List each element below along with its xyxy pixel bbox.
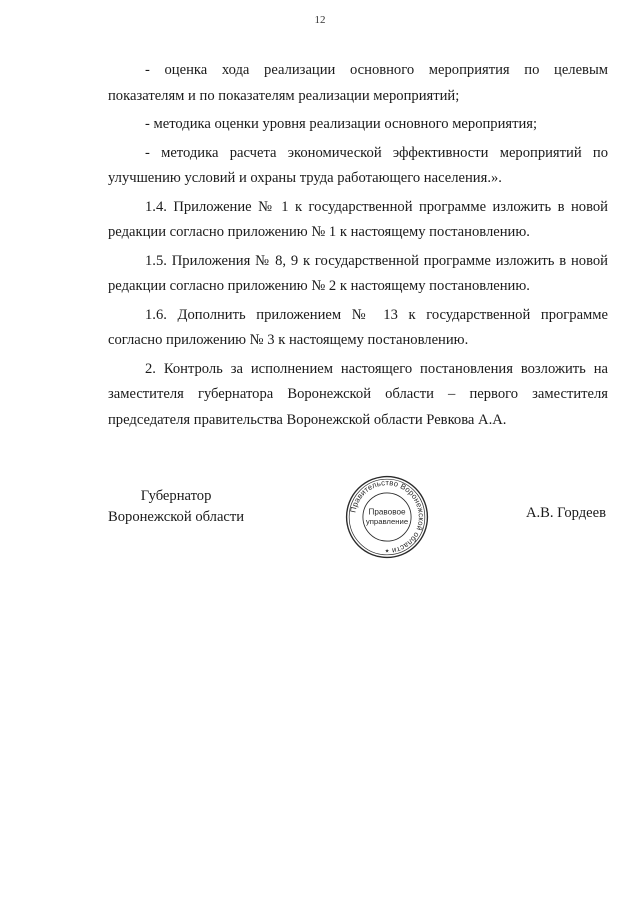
page-number: 12 (314, 14, 326, 26)
stamp-star-icon: ★ (384, 548, 390, 555)
paragraph-2: - методика оценки уровня реализации основного мероприятия; (145, 116, 538, 132)
signatory-position (108, 486, 244, 528)
signatory-name: А.В. Гордеев (525, 505, 606, 521)
paragraph-6: 1.6. Дополнить приложением № 13 к государственной программе согласно приложению № 3 к настоящему постановлению. (108, 306, 608, 348)
paragraph-7: 2. Контроль за исполнением настоящего постановления возложить на заместителя губернатора Воронежской области – первого заместителя председателя правительства Воронежской области Ревкова А.А. (108, 360, 608, 428)
stamp-inner-line1: Правовое (368, 507, 406, 517)
signatory-position-line2: Воронежской области (108, 509, 245, 525)
paragraph-1: - оценка хода реализации основного мероприятия по целевым показателям и по показателям реализации мероприятий; (108, 62, 608, 104)
document-body (108, 58, 608, 436)
paragraph-5: 1.5. Приложения № 8, 9 к государственной программе изложить в новой редакции согласно приложению № 2 к настоящему постановлению. (108, 252, 608, 294)
paragraph-4: 1.4. Приложение № 1 к государственной программе изложить в новой редакции согласно приложению № 1 к настоящему постановлению. (108, 198, 608, 240)
stamp-inner-line2: управление (365, 516, 409, 526)
signatory-position-line1: Губернатор (140, 488, 212, 504)
stamp-outer-text: Правительство Воронежской области (348, 478, 426, 556)
official-stamp (344, 474, 430, 560)
paragraph-3: - методика расчета экономической эффективности мероприятий по улучшению условий и охраны труда работающего населения.». (108, 144, 608, 186)
signature-block (108, 478, 608, 566)
